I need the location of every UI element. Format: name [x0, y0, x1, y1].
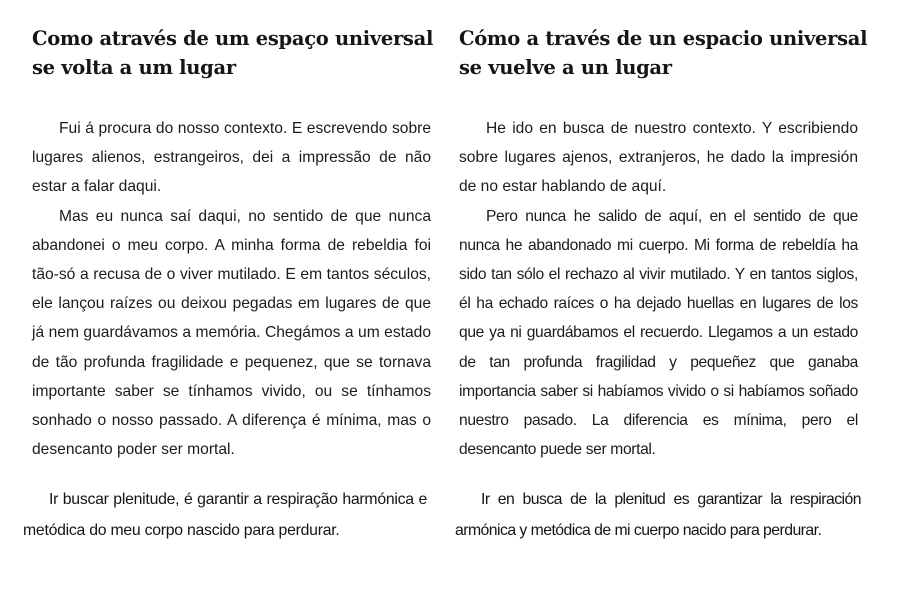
spanish-closing-paragraph: Ir en busca de la plenitud es garantizar la respiración armónica y metódica de mi cuerpo nacido para perdurar.: [455, 491, 861, 539]
spanish-body: [459, 114, 858, 464]
portuguese-title: Como através de um espaço universal se volta a um lugar: [32, 27, 434, 79]
portuguese-body: [32, 114, 431, 464]
spanish-title: Cómo a través de un espacio universal se vuelve a un lugar: [459, 27, 868, 79]
spanish-column: [448, 0, 897, 595]
portuguese-closing-paragraph: Ir buscar plenitude, é garantir a respiração harmónica e metódica do meu corpo nascido para perdurar.: [23, 491, 427, 539]
spanish-paragraph-1: He ido en busca de nuestro contexto. Y escribiendo sobre lugares ajenos, extranjeros, he dado la impresión de no estar hablando de aquí.: [459, 120, 858, 196]
portuguese-column: [0, 0, 440, 595]
spanish-paragraph-2: Pero nunca he salido de aquí, en el sentido de que nunca he abandonado mi cuerpo. Mi forma de rebeldía ha sido tan sólo el rechazo al vivir mutilado. Y en tantos siglos, él ha echado raíces o ha dejado huellas en lugares de los que ya ni guardábamos el recuerdo. Llegamos a un estado de tan profunda fragilidad y pequeñez que ganaba importancia saber si habíamos vivido o si habíamos soñado nuestro pasado. La diferencia es mínima, pero el desencanto puede ser mortal.: [459, 207, 858, 459]
portuguese-paragraph-1: Fui á procura do nosso contexto. E escrevendo sobre lugares alienos, estrangeiros, dei a impressão de não estar a falar daqui.: [32, 120, 431, 196]
portuguese-paragraph-2: Mas eu nunca saí daqui, no sentido de que nunca abandonei o meu corpo. A minha forma de rebeldia foi tão-só a recusa de o viver mutilado. E em tantos séculos, ele lançou raízes ou deixou pegadas em lugares de que já nem guardávamos a memória. Chegámos a um estado de tão profunda fragilidade e pequenez, que se tornava importante saber se tínhamos vivido, ou se tínhamos sonhado o nosso passado. A diferença é mínima, mas o desencanto poder ser mortal.: [32, 207, 431, 459]
